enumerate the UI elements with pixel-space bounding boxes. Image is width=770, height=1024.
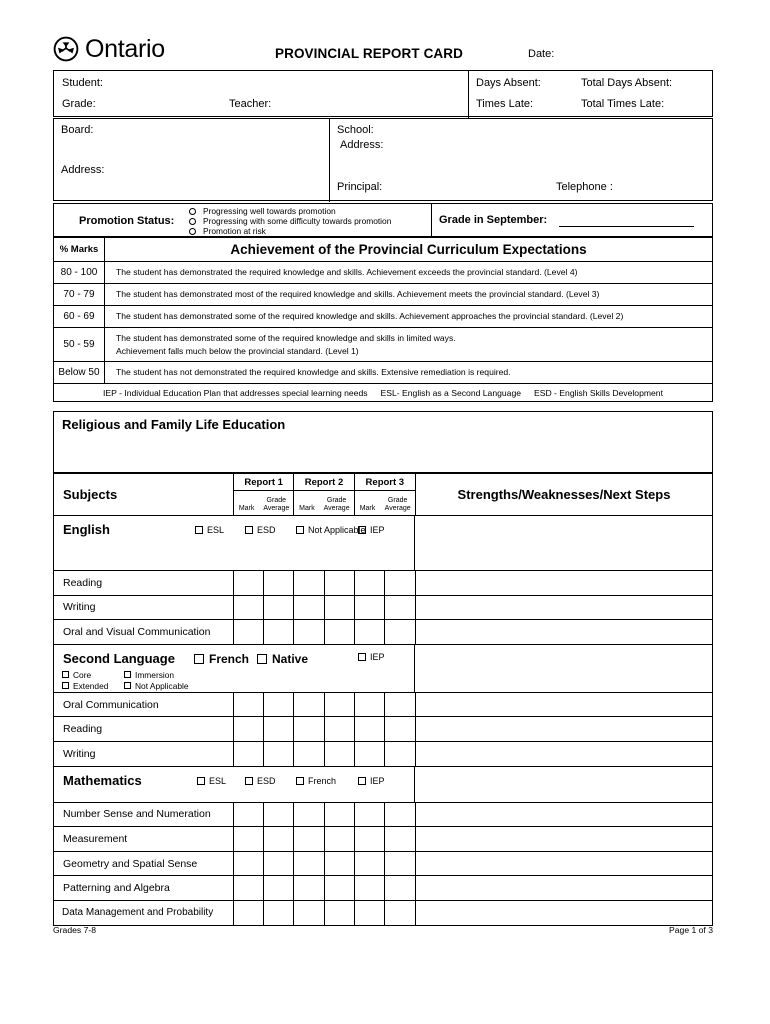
- strengths-cell[interactable]: [415, 901, 712, 925]
- mark-cell[interactable]: [355, 901, 386, 925]
- subject-row-label: Patterning and Algebra: [63, 882, 170, 895]
- promotion-status-box: [53, 203, 713, 237]
- achievement-row: [54, 284, 712, 306]
- subject-row-label: Data Management and Probability: [62, 907, 214, 919]
- grade-average-cell[interactable]: [385, 620, 415, 644]
- divider: [329, 119, 330, 202]
- legend-esl: ESL- English as a Second Language: [380, 387, 521, 398]
- checkbox-mathematics-iep[interactable]: IEP: [358, 776, 385, 786]
- mark-cell[interactable]: [294, 852, 324, 876]
- grade-average-cell[interactable]: [325, 827, 354, 851]
- subject-title: Mathematics: [63, 772, 142, 788]
- mark-cell[interactable]: [355, 742, 386, 766]
- grade-average-cell[interactable]: [264, 693, 293, 717]
- strengths-cell[interactable]: [415, 693, 712, 717]
- mark-cell[interactable]: [234, 717, 264, 741]
- legend-esd: ESD - English Skills Development: [534, 387, 663, 398]
- grade-average-cell[interactable]: [385, 803, 415, 827]
- strengths-cell[interactable]: [415, 803, 712, 827]
- achievement-description: The student has demonstrated some of the required knowledge and skills in limited ways. Achievement falls much below the provincial standard. (Level 1): [116, 332, 456, 356]
- radio-icon[interactable]: [189, 228, 196, 235]
- mark-cell[interactable]: [355, 620, 386, 644]
- student-label: Student:: [62, 77, 103, 89]
- report-columns-header: [234, 474, 415, 515]
- grade-average-cell[interactable]: [385, 876, 415, 900]
- checkbox-icon[interactable]: [296, 777, 304, 785]
- mark-cell[interactable]: [294, 803, 324, 827]
- checkbox-icon[interactable]: [358, 653, 366, 661]
- grade-average-cell[interactable]: [325, 620, 354, 644]
- achievement-header-row: [54, 238, 712, 262]
- days-absent-label: Days Absent:: [476, 77, 541, 89]
- achievement-title: Achievement of the Provincial Curriculum Expectations: [230, 242, 587, 257]
- strengths-cell[interactable]: [415, 620, 712, 644]
- achievement-row: [54, 362, 712, 384]
- checkbox-second-language-not-applicable[interactable]: Not Applicable: [124, 681, 189, 691]
- grade-average-cell[interactable]: [264, 571, 293, 595]
- mark-cell[interactable]: [355, 876, 386, 900]
- subject-row: [54, 827, 712, 852]
- achievement-description: The student has demonstrated most of the required knowledge and skills. Achievement meets the provincial standard. (Level 3): [116, 289, 600, 299]
- checkbox-english-iep[interactable]: IEP: [358, 525, 385, 535]
- checkbox-icon[interactable]: [197, 777, 205, 785]
- radio-icon[interactable]: [189, 208, 196, 215]
- subject-row-label: Oral Communication: [63, 698, 159, 711]
- subjects-header-cell: Subjects: [54, 474, 234, 515]
- mark-cell[interactable]: [234, 901, 264, 925]
- strengths-cell[interactable]: [415, 717, 712, 741]
- subject-header-english: [54, 516, 712, 571]
- subject-row: [54, 901, 712, 926]
- board-label: Board:: [61, 124, 94, 136]
- date-label: Date:: [528, 48, 555, 60]
- checkbox-icon[interactable]: [296, 526, 304, 534]
- religious-family-life-box[interactable]: [53, 411, 713, 473]
- subject-header-second-language: [54, 645, 712, 693]
- promotion-option-label: Progressing with some difficulty towards promotion: [203, 216, 392, 227]
- subject-row: [54, 803, 712, 828]
- grade-in-september-field[interactable]: [559, 226, 694, 227]
- footer-page-number: Page 1 of 3: [669, 925, 713, 935]
- telephone-label: Telephone :: [556, 181, 613, 193]
- report-2-header: Report 2 Mark Grade Average: [294, 474, 354, 515]
- achievement-range: 80 - 100: [54, 262, 105, 283]
- checkbox-icon[interactable]: [194, 654, 204, 664]
- subject-row: [54, 620, 712, 645]
- mark-cell[interactable]: [355, 803, 386, 827]
- mark-cell[interactable]: [294, 693, 324, 717]
- checkbox-mathematics-esl[interactable]: ESL: [197, 776, 226, 786]
- mark-cell[interactable]: [355, 717, 386, 741]
- mark-cell[interactable]: [234, 742, 264, 766]
- abbreviation-legend: [54, 384, 712, 402]
- mark-cell[interactable]: [234, 620, 264, 644]
- strengths-cell[interactable]: [415, 596, 712, 620]
- report-3-header: Report 3 Mark Grade Average: [355, 474, 415, 515]
- grade-average-subheader: Grade Average: [384, 497, 411, 512]
- strengths-cell[interactable]: [415, 827, 712, 851]
- page-title: PROVINCIAL REPORT CARD: [275, 46, 463, 61]
- divider: [468, 71, 469, 118]
- mark-cell[interactable]: [234, 693, 264, 717]
- mark-cell[interactable]: [294, 620, 324, 644]
- achievement-row: [54, 328, 712, 362]
- mark-cell[interactable]: [294, 596, 324, 620]
- strengths-cell[interactable]: [415, 876, 712, 900]
- footer-grades: Grades 7-8: [53, 925, 96, 935]
- subject-row: [54, 742, 712, 767]
- subject-row-label: Reading: [63, 576, 103, 589]
- grade-average-cell[interactable]: [385, 571, 415, 595]
- mark-cell[interactable]: [234, 803, 264, 827]
- strengths-cell-mathematics[interactable]: [415, 767, 712, 802]
- subjects-table: [53, 473, 713, 926]
- strengths-cell[interactable]: [415, 742, 712, 766]
- grade-in-september-label: Grade in September:: [439, 214, 548, 226]
- checkbox-english-esl[interactable]: ESL: [195, 525, 224, 535]
- checkbox-icon[interactable]: [257, 654, 267, 664]
- promotion-option-label: Progressing well towards promotion: [203, 206, 336, 217]
- mark-cell[interactable]: [234, 571, 264, 595]
- grade-average-cell[interactable]: [264, 876, 293, 900]
- subject-row-label: Writing: [63, 601, 96, 614]
- checkbox-mathematics-esd[interactable]: ESD: [245, 776, 276, 786]
- subjects-table-header: [54, 474, 712, 516]
- grade-average-cell[interactable]: [264, 852, 293, 876]
- grade-average-cell[interactable]: [264, 803, 293, 827]
- promotion-option-2[interactable]: [189, 217, 391, 227]
- subject-row-label: Geometry and Spatial Sense: [63, 857, 198, 870]
- achievement-description: The student has not demonstrated the required knowledge and skills. Extensive remediation is required.: [116, 367, 511, 377]
- checkbox-icon[interactable]: [62, 682, 69, 689]
- subject-row: [54, 596, 712, 621]
- achievement-description: The student has demonstrated the required knowledge and skills. Achievement exceeds the provincial standard. (Level 4): [116, 267, 578, 277]
- subject-row-label: Measurement: [63, 832, 128, 845]
- strengths-cell-second-language[interactable]: [415, 645, 712, 692]
- grade-average-cell[interactable]: [385, 827, 415, 851]
- subject-row: [54, 876, 712, 901]
- checkbox-english-esd[interactable]: ESD: [245, 525, 276, 535]
- checkbox-english-not-applicable[interactable]: Not Applicable: [296, 525, 366, 535]
- legend-iep: IEP - Individual Education Plan that addresses special learning needs: [103, 387, 368, 398]
- grade-average-cell[interactable]: [325, 571, 354, 595]
- mark-cell[interactable]: [294, 742, 324, 766]
- mark-cell[interactable]: [355, 596, 386, 620]
- mark-cell[interactable]: [294, 827, 324, 851]
- strengths-cell[interactable]: [415, 852, 712, 876]
- divider: [431, 204, 432, 238]
- checkbox-icon[interactable]: [245, 777, 253, 785]
- mark-cell[interactable]: [294, 717, 324, 741]
- grade-average-cell[interactable]: [264, 596, 293, 620]
- subject-row-label: Oral and Visual Communication: [63, 625, 211, 638]
- promotion-option-label: Promotion at risk: [203, 225, 266, 236]
- total-times-late-label: Total Times Late:: [581, 98, 665, 110]
- subject-title: English: [63, 522, 110, 537]
- school-address-label: Address:: [340, 139, 384, 151]
- subject-row-label: Writing: [63, 747, 96, 760]
- mark-cell[interactable]: [294, 571, 324, 595]
- ontario-wordmark: Ontario: [85, 34, 165, 63]
- achievement-range: Below 50: [54, 362, 105, 383]
- grade-average-cell[interactable]: [325, 876, 354, 900]
- checkbox-icon[interactable]: [195, 526, 203, 534]
- page-header: [53, 36, 713, 70]
- promotion-options: [189, 207, 391, 236]
- strengths-cell[interactable]: [415, 571, 712, 595]
- strengths-cell-english[interactable]: [415, 516, 712, 570]
- teacher-label: Teacher:: [229, 98, 272, 110]
- subject-row-label: Reading: [63, 723, 103, 736]
- checkbox-second-language-core[interactable]: Core: [62, 670, 91, 680]
- mark-cell[interactable]: [355, 827, 386, 851]
- total-days-absent-label: Total Days Absent:: [581, 77, 673, 89]
- board-school-box: [53, 118, 713, 201]
- subject-header-mathematics: [54, 767, 712, 803]
- subject-row: [54, 852, 712, 877]
- grade-average-cell[interactable]: [325, 742, 354, 766]
- subject-title: Second Language: [63, 650, 175, 666]
- promotion-status-label: Promotion Status:: [79, 215, 175, 227]
- achievement-row: [54, 306, 712, 328]
- achievement-row: [54, 262, 712, 284]
- checkbox-icon[interactable]: [124, 671, 131, 678]
- achievement-description: The student has demonstrated some of the required knowledge and skills. Achievement approaches the provincial standard. (Level 2): [116, 311, 624, 321]
- subject-row: [54, 693, 712, 718]
- principal-label: Principal:: [337, 181, 383, 193]
- mark-cell[interactable]: [355, 852, 386, 876]
- pct-marks-header: % Marks: [54, 238, 105, 261]
- grade-average-cell[interactable]: [325, 803, 354, 827]
- grade-average-cell[interactable]: [385, 596, 415, 620]
- checkbox-icon[interactable]: [245, 526, 253, 534]
- subject-row: [54, 571, 712, 596]
- grade-average-cell[interactable]: [385, 717, 415, 741]
- grade-average-subheader: Grade Average: [323, 497, 350, 512]
- grade-average-cell[interactable]: [385, 693, 415, 717]
- checkbox-second-language-native[interactable]: Native: [257, 652, 308, 666]
- mark-subheader: Mark: [299, 504, 315, 512]
- mark-cell[interactable]: [355, 693, 386, 717]
- checkbox-second-language-immersion[interactable]: Immersion: [124, 670, 174, 680]
- mark-cell[interactable]: [355, 571, 386, 595]
- checkbox-second-language-extended[interactable]: Extended: [62, 681, 108, 691]
- mark-cell[interactable]: [294, 876, 324, 900]
- checkbox-second-language-iep[interactable]: IEP: [358, 652, 385, 662]
- achievement-range: 60 - 69: [54, 306, 105, 327]
- grade-average-cell[interactable]: [325, 596, 354, 620]
- grade-average-cell[interactable]: [325, 901, 354, 925]
- strengths-header-cell: Strengths/Weaknesses/Next Steps: [415, 474, 712, 515]
- mark-cell[interactable]: [234, 876, 264, 900]
- grade-average-cell[interactable]: [325, 693, 354, 717]
- grade-average-cell[interactable]: [264, 901, 293, 925]
- mark-cell[interactable]: [234, 596, 264, 620]
- checkbox-icon[interactable]: [358, 777, 366, 785]
- report-1-header: Report 1 Mark Grade Average: [234, 474, 294, 515]
- school-label: School:: [337, 124, 374, 136]
- grade-average-cell[interactable]: [264, 717, 293, 741]
- grade-average-cell[interactable]: [264, 827, 293, 851]
- grade-average-cell[interactable]: [385, 901, 415, 925]
- grade-average-cell[interactable]: [264, 742, 293, 766]
- grade-average-cell[interactable]: [385, 852, 415, 876]
- subject-row: [54, 717, 712, 742]
- grade-average-cell[interactable]: [264, 620, 293, 644]
- ontario-logo: [53, 36, 165, 62]
- grade-average-cell[interactable]: [385, 742, 415, 766]
- radio-icon[interactable]: [189, 218, 196, 225]
- achievement-range: 70 - 79: [54, 284, 105, 305]
- checkbox-icon[interactable]: [62, 671, 69, 678]
- subject-row-label: Number Sense and Numeration: [63, 808, 211, 821]
- grade-label: Grade:: [62, 98, 96, 110]
- student-info-box: [53, 70, 713, 117]
- promotion-option-3[interactable]: [189, 227, 391, 237]
- checkbox-icon[interactable]: [124, 682, 131, 689]
- mark-cell[interactable]: [294, 901, 324, 925]
- grade-average-cell[interactable]: [325, 852, 354, 876]
- mark-cell[interactable]: [234, 827, 264, 851]
- achievement-table: [53, 237, 713, 402]
- mark-subheader: Mark: [238, 504, 255, 512]
- checkbox-second-language-french[interactable]: French: [194, 652, 249, 666]
- mark-subheader: Mark: [359, 504, 376, 512]
- religious-section-title: Religious and Family Life Education: [62, 417, 286, 432]
- grade-average-cell[interactable]: [325, 717, 354, 741]
- mark-cell[interactable]: [234, 852, 264, 876]
- grade-average-subheader: Grade Average: [263, 497, 290, 512]
- checkbox-icon[interactable]: [358, 526, 366, 534]
- times-late-label: Times Late:: [476, 98, 534, 110]
- ontario-trillium-icon: [53, 36, 79, 62]
- achievement-range: 50 - 59: [54, 328, 105, 361]
- checkbox-mathematics-french[interactable]: French: [296, 776, 336, 786]
- board-address-label: Address:: [61, 164, 105, 176]
